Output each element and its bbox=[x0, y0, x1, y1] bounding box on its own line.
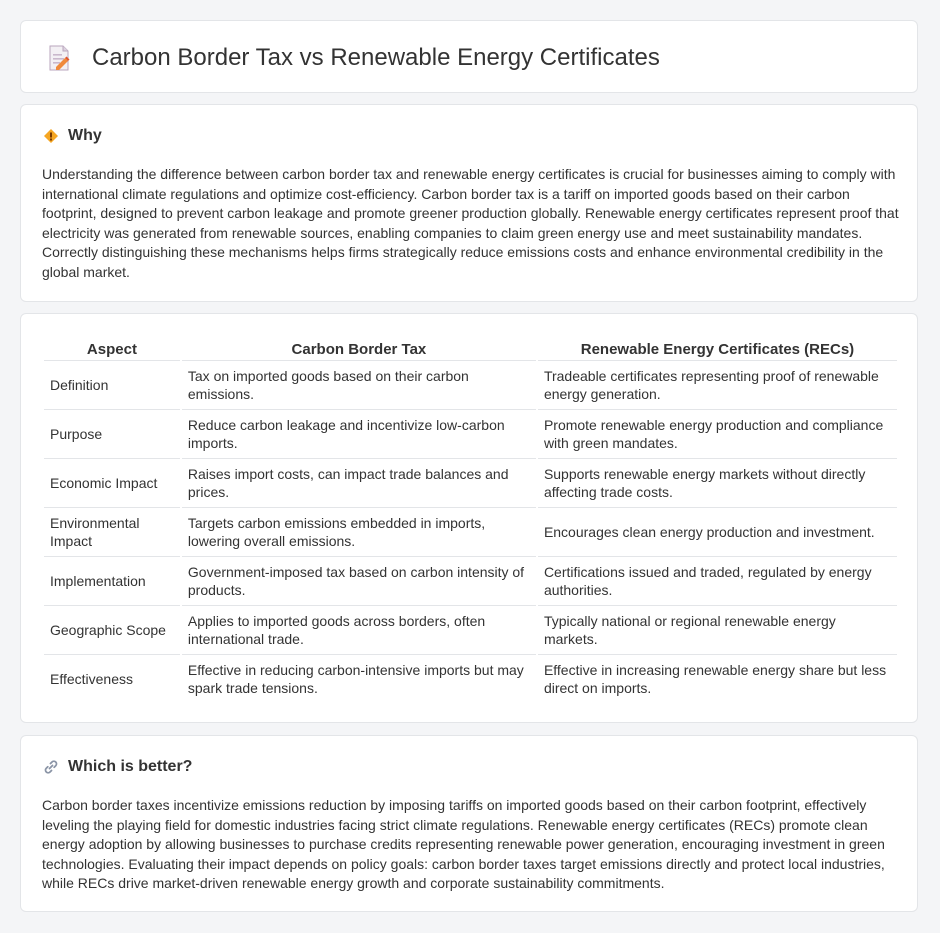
document-pencil-icon bbox=[47, 45, 71, 71]
table-row bbox=[44, 410, 897, 459]
row-aspect: Geographic Scope bbox=[44, 606, 180, 655]
row-aspect: Purpose bbox=[44, 410, 180, 459]
row-rec: Promote renewable energy production and compliance with green mandates. bbox=[538, 410, 897, 459]
row-cbt: Raises import costs, can impact trade balances and prices. bbox=[182, 459, 536, 508]
row-cbt: Targets carbon emissions embedded in imports, lowering overall emissions. bbox=[182, 508, 536, 557]
row-cbt: Reduce carbon leakage and incentivize low-carbon imports. bbox=[182, 410, 536, 459]
comparison-table bbox=[42, 336, 899, 703]
row-aspect: Definition bbox=[44, 361, 180, 410]
why-section bbox=[20, 104, 918, 302]
header-aspect: Aspect bbox=[44, 336, 180, 361]
row-rec: Tradeable certificates representing proof of renewable energy generation. bbox=[538, 361, 897, 410]
row-aspect: Economic Impact bbox=[44, 459, 180, 508]
row-rec: Certifications issued and traded, regulated by energy authorities. bbox=[538, 557, 897, 606]
better-body: Carbon border taxes incentivize emissions reduction by imposing tariffs on imported goods based on their carbon footprint, effectively leveling the playing field for domestic industries facing strict climate regulations. Renewable energy certificates (RECs) promote clean energy adoption by allowing businesses to purchase credits representing renewable power generation, encouraging investment in green technologies. Evaluating their impact depends on policy goals: carbon border taxes target emissions directly and protect local industries, while RECs drive market-driven renewable energy growth and corporate sustainability commitments. bbox=[42, 797, 885, 891]
row-rec: Encourages clean energy production and investment. bbox=[538, 508, 897, 557]
why-heading bbox=[42, 127, 102, 145]
better-heading bbox=[42, 758, 192, 776]
table-row bbox=[44, 606, 897, 655]
table-header-row bbox=[44, 336, 897, 361]
table-row bbox=[44, 557, 897, 606]
why-body: Understanding the difference between carbon border tax and renewable energy certificates is crucial for businesses aiming to comply with international climate regulations and optimize cost-efficiency. Carbon border tax is a tariff on imported goods based on their carbon footprint, designed to prevent carbon leakage and promote greener production globally. Renewable energy certificates represent proof that electricity was generated from renewable sources, enabling companies to claim green energy use and meet sustainability mandates. Correctly distinguishing these mechanisms helps firms strategically reduce emissions costs and enhance environmental credibility in the global market. bbox=[42, 166, 899, 280]
row-rec: Effective in increasing renewable energy share but less direct on imports. bbox=[543, 662, 887, 696]
comparison-card bbox=[20, 313, 918, 723]
row-aspect: Implementation bbox=[44, 557, 180, 606]
diamond-warning-icon bbox=[42, 127, 60, 145]
link-icon bbox=[42, 758, 60, 776]
row-aspect: Effectiveness bbox=[50, 671, 134, 687]
table-row bbox=[44, 459, 897, 508]
header-recs: Renewable Energy Certificates (RECs) bbox=[538, 336, 897, 361]
row-cbt: Government-imposed tax based on carbon intensity of products. bbox=[182, 557, 536, 606]
which-is-better-section bbox=[20, 735, 918, 912]
page-title: Carbon Border Tax vs Renewable Energy Certificates bbox=[92, 44, 660, 71]
table-row bbox=[44, 361, 897, 410]
better-title: Which is better? bbox=[68, 758, 193, 775]
row-cbt: Effective in reducing carbon-intensive imports but may spark trade tensions. bbox=[187, 662, 524, 696]
why-title: Why bbox=[68, 127, 102, 144]
row-rec: Typically national or regional renewable energy markets. bbox=[538, 606, 897, 655]
header-carbon-border-tax: Carbon Border Tax bbox=[182, 336, 536, 361]
table-row bbox=[44, 508, 897, 557]
table-row bbox=[44, 655, 897, 703]
row-cbt: Applies to imported goods across borders, often international trade. bbox=[182, 606, 536, 655]
header-card bbox=[20, 20, 918, 93]
row-cbt: Tax on imported goods based on their carbon emissions. bbox=[182, 361, 536, 410]
row-rec: Supports renewable energy markets without directly affecting trade costs. bbox=[538, 459, 897, 508]
row-aspect: Environmental Impact bbox=[44, 508, 180, 557]
